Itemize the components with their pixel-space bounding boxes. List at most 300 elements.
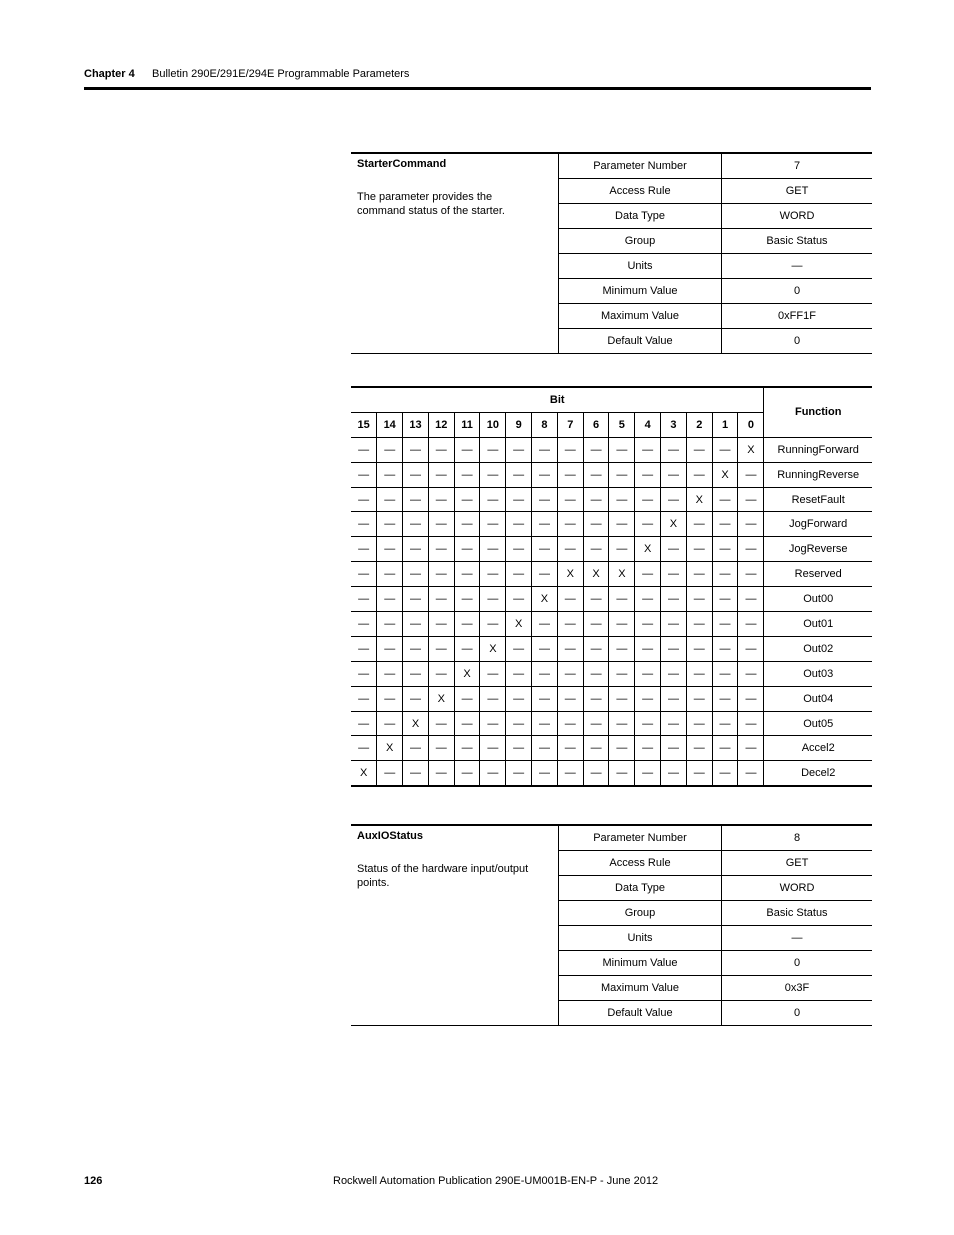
bit-cell: — <box>506 711 532 736</box>
table-row <box>351 512 872 537</box>
bit-cell: — <box>738 512 764 537</box>
bit-cell: — <box>712 711 738 736</box>
starter-command-name: StarterCommand <box>357 158 447 170</box>
bit-cell: — <box>686 462 712 487</box>
bit-cell: — <box>377 686 403 711</box>
property-name: Units <box>559 926 722 951</box>
bit-cell: — <box>609 512 635 537</box>
bit-cell: — <box>712 761 738 786</box>
property-value: WORD <box>722 204 873 229</box>
aux-io-status-description-cell <box>351 825 559 1026</box>
bit-cell: — <box>351 462 377 487</box>
bit-cell: — <box>686 736 712 761</box>
bit-cell: — <box>403 636 429 661</box>
bit-cell: — <box>635 462 661 487</box>
bit-cell: — <box>454 686 480 711</box>
bit-cell: — <box>712 512 738 537</box>
bit-cell: — <box>506 512 532 537</box>
bit-cell: — <box>403 437 429 462</box>
bit-cell: — <box>609 437 635 462</box>
bit-cell: — <box>738 487 764 512</box>
bit-cell: — <box>635 512 661 537</box>
bit-cell: — <box>480 512 506 537</box>
bit-cell: — <box>738 661 764 686</box>
property-value: 0 <box>722 1001 873 1026</box>
bit-cell: X <box>583 562 609 587</box>
bit-cell: — <box>712 537 738 562</box>
table-row <box>351 587 872 612</box>
bit-cell: — <box>506 437 532 462</box>
bit-cell: — <box>377 761 403 786</box>
bit-cell: — <box>506 661 532 686</box>
property-value: 0x3F <box>722 976 873 1001</box>
property-name: Default Value <box>559 329 722 354</box>
function-name: Out05 <box>764 711 872 736</box>
bit-cell: — <box>428 661 454 686</box>
bit-cell: — <box>532 487 558 512</box>
bit-cell: — <box>557 437 583 462</box>
bit-cell: — <box>609 661 635 686</box>
bit-cell: — <box>661 686 687 711</box>
bit-cell: — <box>428 761 454 786</box>
starter-command-description: The parameter provides the command status of the starter. <box>357 191 505 217</box>
bit-number-header: 1 <box>712 412 738 437</box>
bit-number-header: 7 <box>557 412 583 437</box>
bit-cell: — <box>403 761 429 786</box>
bit-cell: — <box>454 487 480 512</box>
chapter-label: Chapter 4 <box>84 68 135 80</box>
bit-cell: — <box>506 587 532 612</box>
bit-cell: — <box>351 612 377 637</box>
bit-cell: — <box>351 537 377 562</box>
table-row <box>351 686 872 711</box>
page-number: 126 <box>84 1175 103 1187</box>
bit-cell: — <box>403 736 429 761</box>
function-name: Out04 <box>764 686 872 711</box>
bit-number-header: 11 <box>454 412 480 437</box>
bit-cell: — <box>428 736 454 761</box>
bit-cell: — <box>454 636 480 661</box>
bit-cell: — <box>583 487 609 512</box>
bit-number-header: 10 <box>480 412 506 437</box>
bit-cell: — <box>583 686 609 711</box>
bit-cell: — <box>609 761 635 786</box>
bit-cell: — <box>403 562 429 587</box>
bit-cell: — <box>686 761 712 786</box>
property-name: Data Type <box>559 204 722 229</box>
publication-info: Rockwell Automation Publication 290E-UM001B-EN-P - June 2012 <box>333 1175 659 1187</box>
bit-cell: — <box>738 736 764 761</box>
bit-cell: — <box>686 686 712 711</box>
bit-number-header: 3 <box>661 412 687 437</box>
bit-number-header: 15 <box>351 412 377 437</box>
bit-cell: — <box>738 686 764 711</box>
property-name: Data Type <box>559 876 722 901</box>
bit-cell: — <box>532 512 558 537</box>
starter-command-table <box>351 152 872 354</box>
property-value: 0 <box>722 279 873 304</box>
starter-command-row <box>351 153 872 179</box>
bit-cell: — <box>428 462 454 487</box>
bit-cell: — <box>428 512 454 537</box>
bit-cell: — <box>377 612 403 637</box>
bit-cell: — <box>738 587 764 612</box>
table-row <box>351 437 872 462</box>
bit-cell: — <box>557 711 583 736</box>
function-name: Decel2 <box>764 761 872 786</box>
bit-cell: — <box>506 462 532 487</box>
bit-cell: — <box>712 612 738 637</box>
bit-cell: — <box>609 537 635 562</box>
bit-cell: — <box>428 587 454 612</box>
bit-cell: — <box>635 736 661 761</box>
property-value: 7 <box>722 153 873 179</box>
bit-cell: — <box>583 587 609 612</box>
bit-cell: — <box>661 636 687 661</box>
chapter-title: Bulletin 290E/291E/294E Programmable Parameters <box>152 68 410 80</box>
bit-cell: — <box>609 636 635 661</box>
bit-cell: X <box>351 761 377 786</box>
bit-cell: — <box>738 612 764 637</box>
bit-function-table <box>351 386 872 787</box>
bit-cell: — <box>661 487 687 512</box>
bit-cell: — <box>557 462 583 487</box>
property-value: 0 <box>722 329 873 354</box>
function-name: ResetFault <box>764 487 872 512</box>
bit-cell: — <box>480 761 506 786</box>
property-value: Basic Status <box>722 229 873 254</box>
bit-number-header: 13 <box>403 412 429 437</box>
bit-header: Bit <box>351 387 764 412</box>
bit-cell: — <box>351 636 377 661</box>
bit-cell: — <box>738 462 764 487</box>
bit-cell: — <box>635 437 661 462</box>
property-name: Units <box>559 254 722 279</box>
table-row <box>351 636 872 661</box>
bit-cell: — <box>351 437 377 462</box>
bit-cell: — <box>351 512 377 537</box>
bit-cell: — <box>480 537 506 562</box>
bit-cell: — <box>583 636 609 661</box>
bit-cell: — <box>738 711 764 736</box>
bit-cell: — <box>351 686 377 711</box>
bit-cell: — <box>635 636 661 661</box>
bit-number-header: 0 <box>738 412 764 437</box>
bit-cell: — <box>635 761 661 786</box>
bit-cell: — <box>609 587 635 612</box>
bit-cell: X <box>532 587 558 612</box>
bit-cell: — <box>557 661 583 686</box>
bit-cell: — <box>454 512 480 537</box>
bit-cell: — <box>480 711 506 736</box>
bit-cell: X <box>428 686 454 711</box>
bit-cell: — <box>661 661 687 686</box>
bit-cell: — <box>712 686 738 711</box>
table-row <box>351 661 872 686</box>
aux-io-status-name: AuxIOStatus <box>357 830 424 842</box>
bit-cell: — <box>377 661 403 686</box>
bit-cell: — <box>712 736 738 761</box>
bit-cell: X <box>377 736 403 761</box>
bit-cell: — <box>403 487 429 512</box>
bit-cell: — <box>351 661 377 686</box>
bit-cell: — <box>609 686 635 711</box>
bit-cell: — <box>686 612 712 637</box>
bit-cell: — <box>428 437 454 462</box>
bit-cell: X <box>661 512 687 537</box>
table-row <box>351 761 872 786</box>
table-row <box>351 711 872 736</box>
bit-cell: X <box>635 537 661 562</box>
bit-number-header: 6 <box>583 412 609 437</box>
function-name: Out03 <box>764 661 872 686</box>
bit-cell: — <box>428 537 454 562</box>
bit-cell: — <box>661 437 687 462</box>
bit-cell: — <box>403 462 429 487</box>
bit-cell: — <box>635 587 661 612</box>
property-value: GET <box>722 851 873 876</box>
bit-cell: — <box>480 587 506 612</box>
bit-cell: — <box>454 537 480 562</box>
function-name: Accel2 <box>764 736 872 761</box>
bit-cell: — <box>403 686 429 711</box>
bit-cell: — <box>532 462 558 487</box>
bit-cell: — <box>532 437 558 462</box>
bit-cell: X <box>609 562 635 587</box>
bit-cell: — <box>351 711 377 736</box>
bit-cell: — <box>712 487 738 512</box>
bit-number-header: 12 <box>428 412 454 437</box>
bit-cell: — <box>583 462 609 487</box>
property-name: Maximum Value <box>559 976 722 1001</box>
bit-cell: — <box>480 462 506 487</box>
table-row <box>351 562 872 587</box>
property-name: Minimum Value <box>559 279 722 304</box>
bit-cell: — <box>609 462 635 487</box>
function-name: Out02 <box>764 636 872 661</box>
bit-cell: — <box>712 562 738 587</box>
function-name: RunningForward <box>764 437 872 462</box>
bit-cell: — <box>686 587 712 612</box>
property-name: Group <box>559 229 722 254</box>
bit-cell: — <box>712 661 738 686</box>
bit-cell: — <box>583 512 609 537</box>
bit-number-header: 8 <box>532 412 558 437</box>
table-row <box>351 537 872 562</box>
property-name: Group <box>559 901 722 926</box>
bit-cell: X <box>712 462 738 487</box>
property-name: Minimum Value <box>559 951 722 976</box>
function-header: Function <box>764 387 872 437</box>
bit-cell: — <box>635 711 661 736</box>
bit-cell: — <box>661 562 687 587</box>
bit-cell: — <box>661 736 687 761</box>
function-name: JogReverse <box>764 537 872 562</box>
bit-cell: — <box>428 562 454 587</box>
bit-cell: — <box>480 612 506 637</box>
bit-cell: — <box>377 487 403 512</box>
bit-cell: — <box>454 587 480 612</box>
bit-number-header: 4 <box>635 412 661 437</box>
bit-cell: — <box>557 686 583 711</box>
bit-cell: — <box>532 661 558 686</box>
bit-cell: — <box>738 562 764 587</box>
bit-cell: — <box>377 462 403 487</box>
bit-cell: — <box>532 612 558 637</box>
bit-cell: — <box>583 661 609 686</box>
bit-cell: — <box>351 736 377 761</box>
bit-cell: — <box>661 462 687 487</box>
bit-cell: — <box>480 487 506 512</box>
bit-cell: — <box>454 761 480 786</box>
bit-cell: — <box>351 562 377 587</box>
bit-cell: — <box>686 661 712 686</box>
property-value: — <box>722 926 873 951</box>
bit-cell: — <box>583 537 609 562</box>
property-value: GET <box>722 179 873 204</box>
bit-cell: — <box>635 612 661 637</box>
bit-cell: — <box>712 636 738 661</box>
bit-cell: — <box>738 636 764 661</box>
bit-cell: — <box>686 636 712 661</box>
bit-cell: — <box>480 736 506 761</box>
page-header <box>84 66 871 90</box>
property-name: Maximum Value <box>559 304 722 329</box>
bit-cell: — <box>661 587 687 612</box>
bit-cell: — <box>557 537 583 562</box>
bit-cell: — <box>635 562 661 587</box>
bit-cell: — <box>403 612 429 637</box>
bit-cell: — <box>609 711 635 736</box>
bit-cell: — <box>557 612 583 637</box>
bit-cell: — <box>532 686 558 711</box>
bit-number-header: 2 <box>686 412 712 437</box>
bit-cell: — <box>403 661 429 686</box>
bit-cell: — <box>738 761 764 786</box>
table-row <box>351 487 872 512</box>
bit-cell: — <box>377 562 403 587</box>
bit-cell: X <box>686 487 712 512</box>
bit-cell: — <box>506 736 532 761</box>
table-row <box>351 736 872 761</box>
bit-cell: — <box>583 736 609 761</box>
property-name: Access Rule <box>559 179 722 204</box>
bit-number-header: 14 <box>377 412 403 437</box>
bit-cell: — <box>480 661 506 686</box>
property-value: WORD <box>722 876 873 901</box>
bit-cell: — <box>506 487 532 512</box>
bit-cell: — <box>557 736 583 761</box>
bit-cell: — <box>686 437 712 462</box>
bit-cell: — <box>532 761 558 786</box>
bit-cell: X <box>557 562 583 587</box>
bit-cell: — <box>557 636 583 661</box>
property-name: Default Value <box>559 1001 722 1026</box>
bit-cell: — <box>428 636 454 661</box>
bit-cell: — <box>583 437 609 462</box>
bit-cell: — <box>532 736 558 761</box>
bit-cell: — <box>635 686 661 711</box>
bit-cell: — <box>661 711 687 736</box>
aux-io-status-row <box>351 825 872 851</box>
property-name: Parameter Number <box>559 825 722 851</box>
bit-cell: — <box>351 587 377 612</box>
bit-cell: — <box>712 437 738 462</box>
bit-cell: — <box>377 711 403 736</box>
property-name: Access Rule <box>559 851 722 876</box>
bit-cell: — <box>403 537 429 562</box>
bit-cell: — <box>583 761 609 786</box>
bit-cell: — <box>609 612 635 637</box>
function-name: Out01 <box>764 612 872 637</box>
property-value: Basic Status <box>722 901 873 926</box>
bit-cell: — <box>506 761 532 786</box>
bit-cell: — <box>480 686 506 711</box>
bit-cell: — <box>661 761 687 786</box>
aux-io-status-description: Status of the hardware input/output points. <box>357 863 529 889</box>
property-value: — <box>722 254 873 279</box>
bit-cell: — <box>557 587 583 612</box>
bit-cell: — <box>480 562 506 587</box>
property-value: 8 <box>722 825 873 851</box>
bit-cell: — <box>532 711 558 736</box>
property-value: 0xFF1F <box>722 304 873 329</box>
bit-cell: — <box>428 612 454 637</box>
bit-cell: — <box>377 636 403 661</box>
bit-cell: — <box>686 711 712 736</box>
bit-cell: X <box>738 437 764 462</box>
bit-cell: — <box>532 537 558 562</box>
bit-cell: — <box>712 587 738 612</box>
function-name: Out00 <box>764 587 872 612</box>
bit-cell: — <box>377 537 403 562</box>
bit-cell: — <box>661 537 687 562</box>
bit-cell: — <box>506 562 532 587</box>
bit-cell: — <box>557 761 583 786</box>
bit-cell: — <box>506 636 532 661</box>
bit-cell: — <box>454 711 480 736</box>
bit-cell: — <box>738 537 764 562</box>
function-name: RunningReverse <box>764 462 872 487</box>
bit-cell: — <box>454 612 480 637</box>
starter-command-description-cell <box>351 153 559 354</box>
bit-cell: — <box>635 487 661 512</box>
bit-cell: X <box>403 711 429 736</box>
bit-cell: — <box>377 437 403 462</box>
bit-cell: — <box>480 437 506 462</box>
bit-cell: — <box>661 612 687 637</box>
bit-cell: — <box>609 487 635 512</box>
bit-cell: — <box>686 562 712 587</box>
bit-cell: — <box>609 736 635 761</box>
bit-cell: X <box>480 636 506 661</box>
aux-io-status-table <box>351 824 872 1026</box>
bit-cell: — <box>635 661 661 686</box>
bit-cell: — <box>454 462 480 487</box>
bit-cell: — <box>454 562 480 587</box>
bit-cell: X <box>454 661 480 686</box>
bit-cell: — <box>583 612 609 637</box>
bit-cell: — <box>686 512 712 537</box>
bit-cell: — <box>557 512 583 537</box>
property-name: Parameter Number <box>559 153 722 179</box>
bit-cell: — <box>428 711 454 736</box>
bit-cell: — <box>454 736 480 761</box>
table-row <box>351 612 872 637</box>
bit-number-header: 9 <box>506 412 532 437</box>
bit-cell: — <box>377 512 403 537</box>
table-row <box>351 462 872 487</box>
